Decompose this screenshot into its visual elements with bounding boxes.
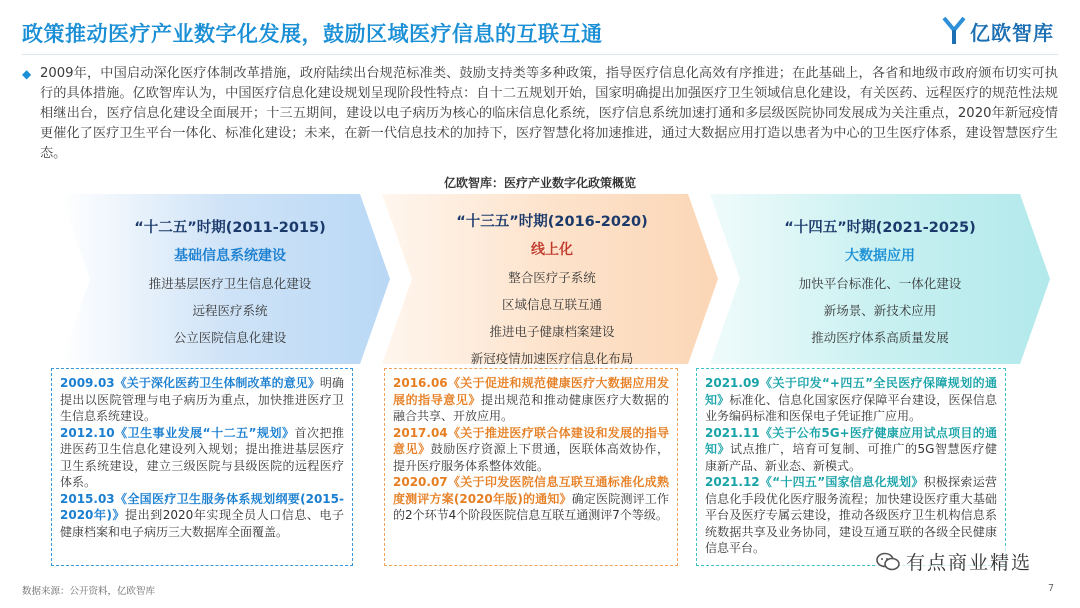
period-3-topic: 大数据应用 [845, 248, 915, 264]
period-2-item: 整合医疗子系统 [508, 270, 596, 285]
policy-desc: 鼓励医疗资源上下贯通，医联体高效协作，提升医疗服务体系整体效能。 [393, 442, 669, 473]
period-1-item: 远程医疗系统 [192, 303, 268, 318]
wechat-icon [876, 552, 900, 572]
policy-title: 2016.06《关于促进和规范健康医疗大数据应用发展的指导意见》 [393, 376, 669, 407]
chart-subtitle: 亿欧智库：医疗产业数字化政策概览 [443, 176, 636, 190]
policy-desc: 标准化、信息化国家医疗保障平台建设，医保信息业务编码标准和医保电子凭证推广应用。 [705, 392, 997, 423]
policy-title: 2012.10《卫生事业发展“十二五”规划》 [60, 425, 295, 440]
policy-title: 2021.11《关于公布5G+医疗健康应用试点项目的通知》 [705, 425, 997, 456]
period-3-item: 新场景、新技术应用 [823, 303, 937, 318]
period-1-name: “十二五”时期(2011-2015) [134, 220, 326, 236]
intro-paragraph [22, 64, 1058, 164]
policy-title: 2021.12《“十四五”国家信息化规划》 [705, 475, 924, 489]
policy-desc: 明确提出以医院管理与电子病历为重点，加快推进医疗卫生信息系统建设。 [60, 376, 344, 423]
policy-box-period-1 [51, 368, 353, 566]
title-divider [22, 54, 1058, 55]
period-2-topic: 线上化 [531, 242, 573, 258]
policy-desc: 试点推广，培育可复制、可推广的5G智慧医疗健康新产品、新业态、新模式。 [705, 442, 997, 473]
period-2-item: 区域信息互联互通 [501, 297, 602, 312]
policy-title: 2020.07《关于印发医院信息互联互通标准化成熟度测评方案(2020年版)的通知》 [393, 475, 669, 506]
period-2-item: 新冠疫情加速医疗信息化布局 [470, 351, 634, 366]
period-2-summary [412, 194, 692, 364]
period-1-item: 公立医院信息化建设 [173, 330, 287, 345]
period-1-item: 推进基层医疗卫生信息化建设 [148, 276, 312, 291]
period-2-name: “十三五”时期(2016-2020) [456, 214, 648, 230]
period-2-item: 推进电子健康档案建设 [489, 324, 615, 339]
period-3-name: “十四五”时期(2021-2025) [784, 220, 976, 236]
policy-title: 2015.03《全国医疗卫生服务体系规划纲要(2015-2020年)》 [60, 491, 344, 522]
period-3-item: 加快平台标准化、一体化建设 [798, 276, 962, 291]
period-3-summary [740, 194, 1020, 364]
logo [942, 16, 1054, 46]
logo-text: 亿欧智库 [970, 20, 1054, 45]
policy-desc: 提出规范和推动健康医疗大数据的融合共享、开放应用。 [393, 392, 669, 423]
policy-desc: 确定医院测评工作的2个环节4个阶段医院信息互联互通测评7个等级。 [393, 491, 669, 522]
intro-text: 2009年，中国启动深化医疗体制改革措施，政府陆续出台规范标准类、鼓励支持类等多种政策，指导医疗信息化高效有序推进；在此基础上，各省和地级市政府颁布切实可执行的具体措施。亿欧智库认为，中国医疗信息化建设规划呈现阶段性特点：自十二五规划开始，国家明确提出加强医疗卫生领域信息化建设，有关医药、远程医疗的规范性法规相继出台，医疗信息化建设全面展开；十三五期间，建设以电子病历为核心的临床信息化系统，医疗信息系统加速打通和多层级医院协同发展成为关注重点，2020年新冠疫情更催化了医疗卫生平台一体化、标准化建设；未来，在新一代信息技术的加持下，医疗智慧化将加速推进，通过大数据应用打造以患者为中心的卫生医疗体系，建设智慧医疗生态。 [40, 66, 1058, 161]
period-1-topic: 基础信息系统建设 [174, 248, 286, 264]
policy-desc: 提出到2020年实现全员人口信息、电子健康档案和电子病历三大数据库全面覆盖。 [60, 508, 344, 539]
period-3-item: 推动医疗体系高质量发展 [811, 330, 949, 345]
policy-desc: 积极探索运营信息化手段优化医疗服务流程；加快建设医疗重大基础平台及医疗专属云建设，推动各级医疗卫生机构信息系统数据共享及业务协同，建设互通互联的各级全民健康信息平台。 [705, 475, 997, 555]
policy-box-period-3 [696, 368, 1006, 566]
page-number: 7 [1047, 583, 1054, 594]
data-source: 数据来源：公开资料，亿欧智库 [22, 586, 156, 597]
policy-title: 2009.03《关于深化医药卫生体制改革的意见》 [60, 376, 320, 390]
period-1-summary [90, 194, 370, 364]
watermark-text: 有点商业精选 [905, 552, 1032, 574]
page-title: 政策推动医疗产业数字化发展，鼓励区域医疗信息的互联互通 [22, 22, 603, 46]
policy-title: 2021.09《关于印发“+四五”全民医疗保障规划的通知》 [705, 376, 997, 407]
policy-desc: 首次把推进医药卫生信息化建设列入规划；提出推进基层医疗卫生系统建设，建立三级医院与县级医院的远程医疗体系。 [60, 425, 344, 489]
logo-icon [942, 16, 966, 46]
policy-box-period-2 [384, 368, 678, 566]
wechat-watermark [876, 548, 1032, 575]
policy-title: 2017.04《关于推进医疗联合体建设和发展的指导意见》 [393, 425, 669, 456]
diamond-bullet-icon: ◆ [22, 67, 32, 81]
